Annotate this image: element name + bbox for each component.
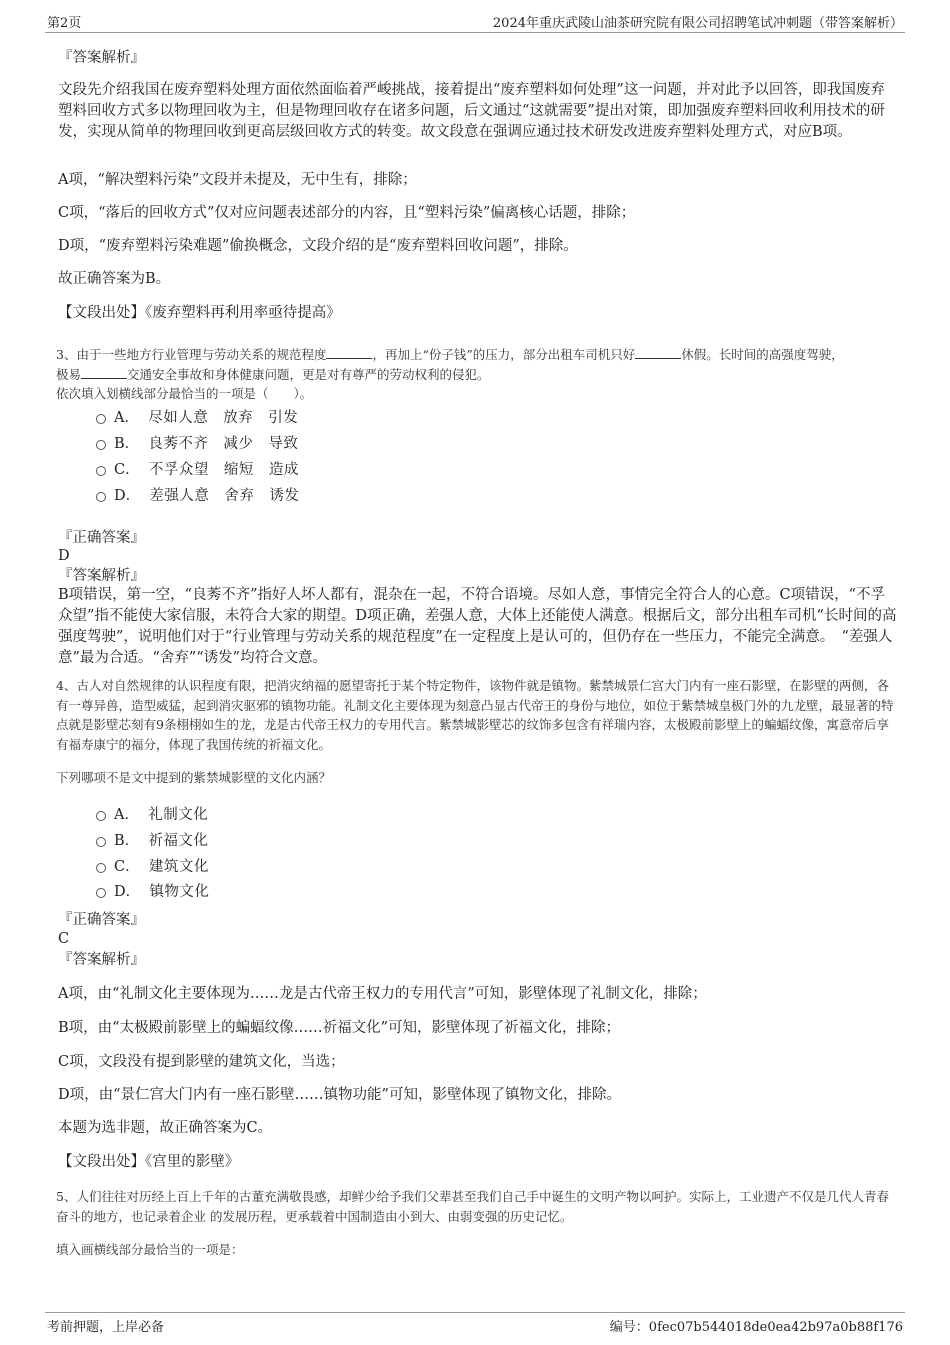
blank-3 <box>81 366 127 379</box>
footer-slogan: 考前押题，上岸必备 <box>47 1320 165 1335</box>
radio-icon[interactable] <box>96 492 106 502</box>
radio-icon[interactable] <box>96 440 106 450</box>
page-footer <box>45 1312 905 1335</box>
blank-1 <box>326 346 372 359</box>
q4-answer-label: 『正确答案』 <box>58 912 145 928</box>
q4-analysis-label: 『答案解析』 <box>58 952 145 968</box>
q3-analysis-label: 『答案解析』 <box>58 568 145 584</box>
q3-answer: D <box>58 548 70 564</box>
q3-analysis-text: B项错误，第一空，“良莠不齐”指好人坏人都有，混杂在一起，不符合语境。尽如人意，事情完全符合人的心意。C项错误，“不孚众望”指不能使大家信服，未符合大家的期望。D项正确，差强人意，大体上还能使人满意。根据后文，部分出租车司机“长时间的高强度驾驶”，说明他们对于“行业管理与劳动关系的规范程度”在一定程度上是认可的，但仍存在一些压力，不能完全满意。 “差强人意”最为合适。“舍弃”“诱发”均符合文意。 <box>58 587 897 666</box>
q5-stem: 5、人们往往对历经上百上千年的古董充满敬畏感，却鲜少给予我们父辈甚至我们自己手中诞生的文明产物以呵护。实际上，工业遗产不仅是几代人青春奋斗的地方，也记录着企业 的发展历程，更承载着中国制造由小到大、由弱变强的历史记忆。 <box>56 1189 889 1224</box>
q2-option-d-note: D项，“废弃塑料污染难题”偷换概念，文段介绍的是“废弃塑料回收问题”，排除。 <box>58 238 578 254</box>
radio-icon[interactable] <box>96 837 106 847</box>
q4-option-b[interactable]: B． 祈福文化 <box>96 831 208 851</box>
q4-conclusion: 本题为选非题，故正确答案为C。 <box>58 1120 273 1136</box>
q3-stem: 3、由于一些地方行业管理与劳动关系的规范程度 ，再加上“份子钱”的压力，部分出租车司机只好 休假。长时间的高强度驾驶， 极易 交通安全事故和身体健康问题，更是对有尊严的劳动权利的侵犯。 依次填入划横线部分最恰当的一项是（ ）。 <box>56 345 898 404</box>
q4-answer: C <box>58 931 70 947</box>
q3-option-b[interactable]: B． 良莠不齐 减少 导致 <box>96 434 298 454</box>
q4-option-d-note: D项，由“景仁宫大门内有一座石影壁……镇物功能”可知，影壁体现了镇物文化，排除。 <box>58 1087 621 1103</box>
q4-option-b-note: B项，由“太极殿前影壁上的蝙蝠纹像……祈福文化”可知，影壁体现了祈福文化，排除； <box>58 1020 620 1036</box>
q4-option-d[interactable]: D． 镇物文化 <box>96 882 209 902</box>
q5-question: 填入画横线部分最恰当的一项是： <box>56 1242 244 1257</box>
page-header <box>45 12 905 33</box>
radio-icon[interactable] <box>96 811 106 821</box>
q2-option-a-note: A项，“解决塑料污染”文段并未提及，无中生有，排除； <box>58 172 417 188</box>
page-number: 第2页 <box>47 16 82 31</box>
q4-stem: 4、古人对自然规律的认识程度有限，把消灾纳福的愿望寄托于某个特定物件，该物件就是镇物。紫禁城景仁宫大门内有一座石影壁，在影壁的两侧，各有一尊异兽，造型威猛，起到消灾驱邪的镇物功能。礼制文化主要体现为刻意凸显古代帝王的身份与地位，如位于紫禁城皇极门外的九龙壁，最显著的特点就是影壁芯刻有9条栩栩如生的龙，龙是古代帝王权力的专用代言。紫禁城影壁芯的纹饰多包含有祥瑞内容，太极殿前影壁上的蝙蝠纹像，寓意帝后享有福寿康宁的福分，体现了我国传统的祈福文化。 <box>56 678 894 752</box>
q4-source: 【文段出处】《宫里的影壁》 <box>58 1154 240 1170</box>
q4-option-c[interactable]: C． 建筑文化 <box>96 857 209 877</box>
q3-option-c[interactable]: C． 不孚众望 缩短 造成 <box>96 460 299 480</box>
q3-option-d[interactable]: D． 差强人意 舍弃 诱发 <box>96 486 299 506</box>
q4-option-c-note: C项，文段没有提到影壁的建筑文化，当选； <box>58 1054 345 1070</box>
q3-option-a[interactable]: A． 尽如人意 放弃 引发 <box>96 408 298 428</box>
q3-instruction: 依次填入划横线部分最恰当的一项是（ ）。 <box>56 386 313 401</box>
q4-option-a[interactable]: A． 礼制文化 <box>96 805 208 825</box>
q2-source: 【文段出处】《废弃塑料再利用率亟待提高》 <box>58 305 341 321</box>
q2-option-c-note: C项，“落后的回收方式”仅对应问题表述部分的内容，且“塑料污染”偏离核心话题，排除； <box>58 205 636 221</box>
q2-analysis-label: 『答案解析』 <box>58 50 145 66</box>
q4-question: 下列哪项不是文中提到的紫禁城影壁的文化内涵？ <box>56 770 332 785</box>
q4-option-a-note: A项，由“礼制文化主要体现为……龙是古代帝王权力的专用代言”可知，影壁体现了礼制文化，排除； <box>58 986 707 1002</box>
footer-serial: 编号：0fec07b544018de0ea42b97a0b88f176 <box>609 1320 903 1335</box>
blank-2 <box>635 346 681 359</box>
radio-icon[interactable] <box>96 863 106 873</box>
radio-icon[interactable] <box>96 466 106 476</box>
q2-analysis-text: 文段先介绍我国在废弃塑料处理方面依然面临着严峻挑战，接着提出“废弃塑料如何处理”这一问题，并对此予以回答，即我国废弃塑料回收方式多以物理回收为主，但是物理回收存在诸多问题，后文通过“这就需要”提出对策，即加强废弃塑料回收利用技术的研发，实现从简单的物理回收到更高层级回收方式的转变。故文段意在强调应通过技术研发改进废弃塑料处理方式，对应B项。 <box>58 82 885 140</box>
document-title: 2024年重庆武陵山油茶研究院有限公司招聘笔试冲刺题（带答案解析） <box>492 16 903 31</box>
radio-icon[interactable] <box>96 414 106 424</box>
radio-icon[interactable] <box>96 888 106 898</box>
q2-conclusion: 故正确答案为B。 <box>58 271 171 287</box>
q3-answer-label: 『正确答案』 <box>58 530 145 546</box>
